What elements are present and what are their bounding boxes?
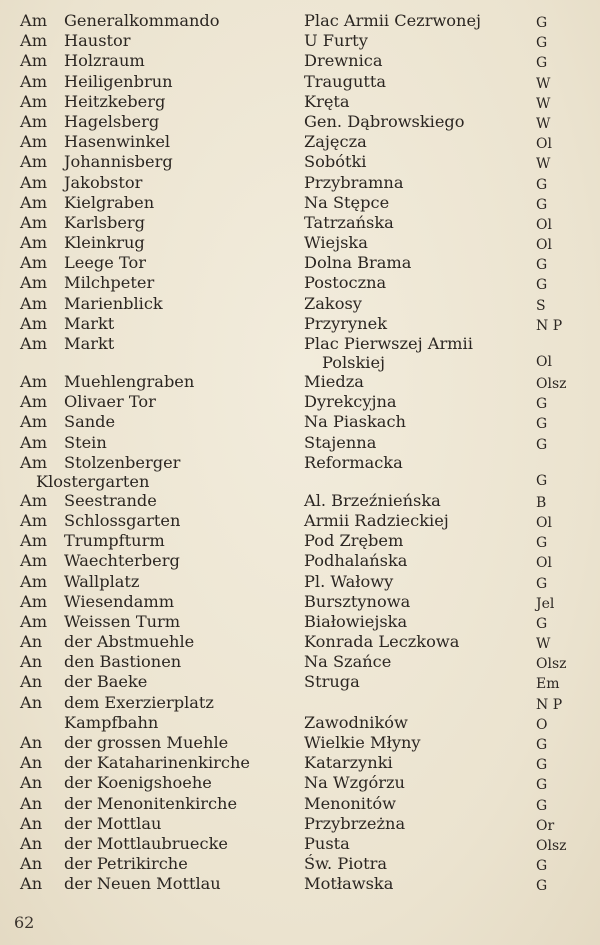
district-abbreviation: G (536, 196, 548, 213)
polish-name: Na Szańce (304, 652, 392, 672)
polish-name: Na Piaskach (304, 412, 406, 432)
german-name (20, 433, 107, 453)
district-abbreviation: G (536, 797, 548, 814)
street-entry-row (0, 814, 600, 834)
district-abbreviation: Ol (536, 555, 552, 572)
german-preposition: Am (20, 611, 48, 631)
german-preposition: Am (20, 192, 48, 212)
street-entry-row (0, 392, 600, 412)
polish-name: Na Stępce (304, 192, 390, 212)
street-entry-row (0, 193, 600, 213)
german-preposition: Am (20, 132, 48, 152)
german-street: der Neuen Mottlau (64, 874, 221, 894)
german-preposition: Am (20, 571, 48, 591)
street-entry-row (0, 713, 600, 733)
district-abbreviation: Or (536, 817, 555, 834)
german-name (20, 713, 158, 733)
german-name (20, 253, 146, 273)
german-street: Kielgraben (64, 192, 155, 212)
german-preposition: Am (20, 233, 48, 253)
street-entry-row (0, 672, 600, 692)
german-name (20, 551, 180, 571)
german-name (20, 854, 188, 874)
polish-name: Struga (304, 672, 360, 692)
street-entry-row (0, 314, 600, 334)
district-abbreviation: G (536, 777, 548, 794)
german-preposition: Am (20, 452, 48, 472)
german-street: der Petrikirche (64, 854, 188, 874)
polish-name: Zajęcza (304, 132, 367, 152)
german-name (20, 92, 165, 112)
german-street: Generalkommando (64, 11, 220, 30)
german-preposition: Am (20, 372, 48, 391)
street-entry-row (0, 334, 600, 372)
district-abbreviation: G (536, 396, 548, 413)
district-abbreviation: G (536, 615, 548, 632)
german-street: der Baeke (64, 672, 148, 692)
polish-name: Na Wzgórzu (304, 773, 405, 793)
street-entry-row (0, 294, 600, 314)
german-street: Weissen Turm (64, 611, 181, 631)
german-street: Karlsberg (64, 212, 146, 232)
polish-name: Dyrekcyjna (304, 392, 397, 412)
german-preposition: An (20, 793, 43, 813)
polish-name: Pl. Wałowy (304, 571, 394, 591)
german-name (20, 314, 114, 334)
german-preposition: Am (20, 510, 48, 530)
street-entry-row (0, 11, 600, 31)
district-abbreviation: Jel (536, 595, 555, 612)
german-name (20, 372, 194, 392)
german-name (20, 773, 212, 793)
german-preposition: Am (20, 91, 48, 111)
page-number: 62 (14, 913, 35, 932)
street-entry-row (0, 733, 600, 753)
polish-name: Tatrzańska (304, 212, 394, 232)
german-name (20, 572, 139, 592)
german-preposition: Am (20, 490, 48, 510)
polish-name: Przybrzeżna (304, 813, 406, 833)
street-entry-row (0, 652, 600, 672)
polish-name: Armii Radzieckiej (304, 510, 449, 530)
german-name (20, 753, 250, 773)
street-entry-row (0, 433, 600, 453)
street-entry-row (0, 253, 600, 273)
german-name (20, 273, 154, 293)
street-entry-row (0, 572, 600, 592)
street-entry-row (0, 834, 600, 854)
german-preposition: An (20, 652, 43, 672)
german-street: Markt (64, 313, 115, 333)
german-street: der Menonitenkirche (64, 793, 238, 813)
german-preposition: Am (20, 152, 48, 172)
district-abbreviation: Olsz (536, 376, 567, 392)
street-entry-row (0, 412, 600, 432)
german-name (20, 491, 157, 511)
district-abbreviation: G (536, 575, 548, 592)
polish-name: Traugutta (304, 71, 387, 91)
street-entry-row (0, 491, 600, 511)
german-street: Muehlengraben (64, 372, 195, 391)
district-abbreviation: G (536, 757, 548, 774)
district-abbreviation: O (536, 716, 548, 733)
district-abbreviation: Ol (536, 237, 552, 254)
street-entry-row (0, 51, 600, 71)
district-abbreviation: G (536, 176, 548, 193)
street-entry-row (0, 173, 600, 193)
german-name-continued: Klostergarten (36, 471, 150, 491)
district-abbreviation: W (536, 636, 551, 653)
polish-name: Św. Piotra (304, 854, 388, 874)
german-name (20, 453, 180, 473)
german-street: der Koenigshoehe (64, 773, 212, 793)
german-street: Hasenwinkel (64, 132, 171, 152)
district-abbreviation: Olsz (536, 837, 567, 854)
district-abbreviation: N P (536, 317, 563, 334)
street-name-list (0, 11, 600, 895)
district-abbreviation: Ol (536, 216, 552, 233)
street-entry-row (0, 632, 600, 652)
polish-name: Kręta (304, 91, 350, 111)
district-abbreviation: G (536, 436, 548, 453)
german-preposition: Am (20, 293, 48, 313)
polish-name: Plac Armii Cezrwonej (304, 11, 482, 30)
german-preposition: Am (20, 172, 48, 192)
german-preposition: Am (20, 71, 48, 91)
street-entry-row (0, 531, 600, 551)
german-name (20, 173, 142, 193)
street-entry-row (0, 511, 600, 531)
german-name (20, 193, 154, 213)
street-entry-row (0, 273, 600, 293)
german-street: Heitzkeberg (64, 91, 166, 111)
street-entry-row (0, 372, 600, 392)
german-name (20, 693, 214, 713)
german-name (20, 132, 170, 152)
german-street: Jakobstor (64, 172, 143, 192)
street-entry-row (0, 874, 600, 894)
polish-name: Zakosy (304, 293, 362, 313)
street-entry-row (0, 92, 600, 112)
german-street: Waechterberg (64, 551, 180, 571)
german-street: Milchpeter (64, 273, 155, 293)
german-name (20, 733, 228, 753)
german-name (20, 632, 194, 652)
german-street: Kleinkrug (64, 233, 145, 253)
district-abbreviation: W (536, 115, 551, 132)
german-street: Sande (64, 412, 116, 432)
polish-name: Reformacka (304, 452, 403, 472)
german-name (20, 334, 114, 354)
polish-name: Motławska (304, 874, 394, 894)
street-entry-row (0, 592, 600, 612)
german-street: der Mottlaubruecke (64, 833, 228, 853)
german-street: dem Exerzierplatz (64, 692, 214, 712)
german-preposition: Am (20, 313, 48, 333)
polish-name: Bursztynowa (304, 591, 411, 611)
german-preposition: Am (20, 31, 48, 51)
german-preposition: An (20, 733, 43, 752)
district-abbreviation: N P (536, 696, 563, 713)
german-street: Stein (64, 432, 107, 452)
german-name (20, 834, 228, 854)
street-entry-row (0, 612, 600, 632)
district-abbreviation: Ol (536, 136, 552, 153)
district-abbreviation: S (536, 297, 546, 314)
polish-name: Drewnica (304, 51, 383, 71)
polish-name: Sobótki (304, 152, 367, 172)
german-street: der grossen Muehle (64, 733, 229, 752)
german-preposition: Am (20, 273, 48, 293)
street-entry-row (0, 72, 600, 92)
polish-name-continued: Polskiej (322, 353, 386, 372)
german-preposition: An (20, 854, 43, 874)
polish-name: Konrada Leczkowa (304, 632, 460, 652)
street-entry-row (0, 854, 600, 874)
polish-name: Plac Pierwszej Armii (304, 334, 473, 353)
polish-name: Zawodników (304, 712, 408, 732)
german-name (20, 612, 180, 632)
german-name (20, 51, 145, 71)
polish-name: Katarzynki (304, 753, 393, 773)
german-street: Schlossgarten (64, 510, 181, 530)
district-abbreviation: G (536, 472, 548, 489)
german-name (20, 531, 165, 551)
polish-name: Miedza (304, 372, 364, 391)
street-entry-row (0, 551, 600, 571)
german-preposition: Am (20, 334, 48, 353)
district-abbreviation: Em (536, 676, 560, 693)
german-street: Wallplatz (64, 571, 140, 591)
german-name (20, 874, 221, 894)
german-street: Olivaer Tor (64, 392, 156, 412)
german-name (20, 72, 173, 92)
german-preposition: Am (20, 111, 48, 131)
street-entry-row (0, 213, 600, 233)
german-preposition: An (20, 692, 43, 712)
polish-name: Postoczna (304, 273, 387, 293)
polish-name: Gen. Dąbrowskiego (304, 111, 465, 131)
german-name (20, 511, 180, 531)
german-preposition: Am (20, 531, 48, 551)
german-preposition: An (20, 833, 43, 853)
german-street: Haustor (64, 31, 131, 51)
polish-name: Wielkie Młyny (304, 733, 421, 752)
german-name (20, 31, 131, 51)
district-abbreviation: G (536, 416, 548, 433)
street-entry-row (0, 152, 600, 172)
german-preposition: An (20, 672, 43, 692)
district-abbreviation: W (536, 95, 551, 112)
district-abbreviation: G (536, 15, 548, 31)
district-abbreviation: Ol (536, 514, 552, 531)
german-name (20, 814, 161, 834)
district-abbreviation: Ol (536, 354, 552, 370)
german-preposition: Am (20, 591, 48, 611)
district-abbreviation: G (536, 55, 548, 72)
german-preposition: Am (20, 412, 48, 432)
district-abbreviation: G (536, 878, 548, 895)
german-preposition: Am (20, 432, 48, 452)
german-street: Leege Tor (64, 253, 147, 273)
german-street: der Abstmuehle (64, 632, 195, 652)
german-preposition: An (20, 632, 43, 652)
german-street: der Kataharinenkirche (64, 753, 250, 773)
district-abbreviation: G (536, 257, 548, 274)
polish-name: Białowiejska (304, 611, 408, 631)
german-street: Johannisberg (64, 152, 173, 172)
street-entry-row (0, 773, 600, 793)
street-entry-row (0, 453, 600, 491)
german-street: Holzraum (64, 51, 145, 71)
district-abbreviation: W (536, 75, 551, 92)
polish-name: Przybramna (304, 172, 404, 192)
district-abbreviation: W (536, 156, 551, 173)
german-street: der Mottlau (64, 813, 162, 833)
german-street: Seestrande (64, 490, 157, 510)
german-street: Heiligenbrun (64, 71, 173, 91)
german-preposition: An (20, 813, 43, 833)
german-name (20, 213, 145, 233)
district-abbreviation: G (536, 35, 548, 52)
german-street: Markt (64, 334, 115, 353)
german-street: Kampfbahn (64, 712, 159, 732)
german-name (20, 412, 115, 432)
polish-name: Wiejska (304, 233, 368, 253)
german-preposition: Am (20, 392, 48, 412)
german-name (20, 592, 174, 612)
polish-name: Podhalańska (304, 551, 408, 571)
german-street: Hagelsberg (64, 111, 160, 131)
street-entry-row (0, 693, 600, 713)
district-abbreviation: G (536, 737, 548, 753)
german-preposition: Am (20, 51, 48, 71)
street-entry-row (0, 753, 600, 773)
german-preposition: Am (20, 212, 48, 232)
german-name (20, 294, 163, 314)
street-entry-row (0, 233, 600, 253)
polish-name: Menonitów (304, 793, 397, 813)
german-name (20, 392, 156, 412)
german-street: den Bastionen (64, 652, 182, 672)
german-preposition: Am (20, 11, 48, 30)
polish-name: U Furty (304, 31, 368, 51)
district-abbreviation: G (536, 858, 548, 875)
street-entry-row (0, 794, 600, 814)
polish-name: Stajenna (304, 432, 377, 452)
polish-name: Pod Zrębem (304, 531, 404, 551)
german-name (20, 11, 220, 31)
district-abbreviation: B (536, 494, 547, 511)
district-abbreviation: G (536, 277, 548, 294)
german-preposition: An (20, 753, 43, 773)
polish-name: Przyrynek (304, 313, 388, 333)
polish-name: Dolna Brama (304, 253, 412, 273)
german-preposition: An (20, 874, 43, 894)
german-street: Trumpfturm (64, 531, 165, 551)
german-street: Marienblick (64, 293, 163, 313)
german-name (20, 233, 145, 253)
polish-name: Pusta (304, 833, 350, 853)
street-entry-row (0, 31, 600, 51)
district-abbreviation: G (536, 535, 548, 552)
german-preposition: Am (20, 551, 48, 571)
street-entry-row (0, 132, 600, 152)
german-street: Stolzenberger (64, 452, 181, 472)
german-name (20, 672, 147, 692)
district-abbreviation: Olsz (536, 656, 567, 673)
german-name (20, 152, 173, 172)
polish-name: Al. Brzeźnieńska (304, 490, 441, 510)
german-name (20, 112, 159, 132)
german-street: Wiesendamm (64, 591, 175, 611)
german-preposition: An (20, 773, 43, 793)
german-name (20, 794, 237, 814)
street-entry-row (0, 112, 600, 132)
german-preposition: Am (20, 253, 48, 273)
german-name (20, 652, 181, 672)
